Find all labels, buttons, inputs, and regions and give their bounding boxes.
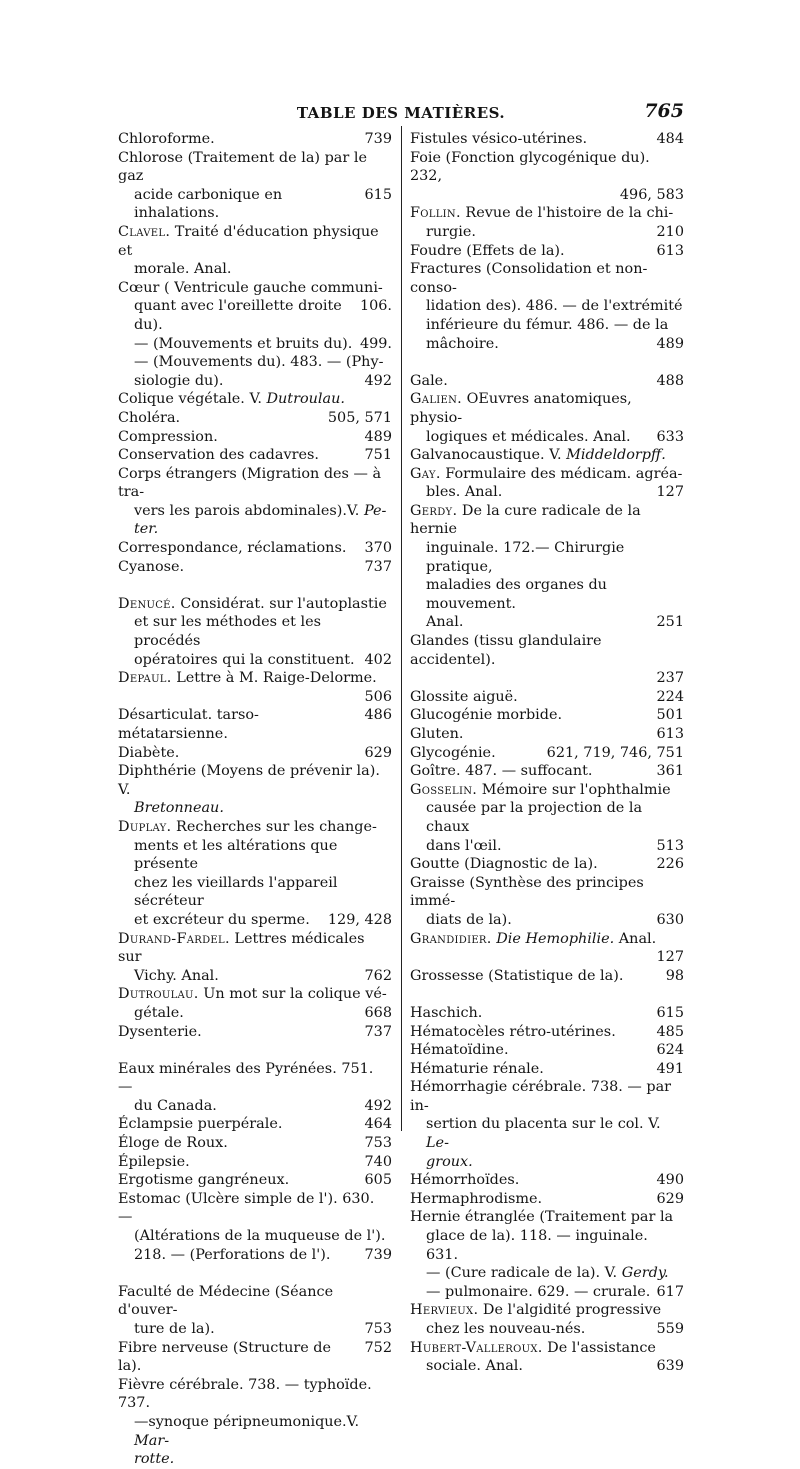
author-name: Gosselin.: [410, 781, 478, 798]
index-entry: Hémorrhagie cérébrale. 738. — par in- sertion du placenta sur le col. V. Le- groux.: [410, 1079, 672, 1170]
index-entry: Graisse (Synthèse des principes immé- diats de la). 630: [410, 874, 684, 928]
index-entry: Gluten. 613: [410, 726, 684, 742]
author-name: Hubert-Valleroux.: [410, 1339, 543, 1356]
index-entry: Denucé. Considérat. sur l'autoplastie et sur les méthodes et les procédés opératoires qui la constituent. 402: [118, 595, 392, 668]
author-name: Denucé.: [118, 595, 176, 612]
page-number: 765: [644, 100, 684, 122]
author-name: Dutroulau.: [118, 986, 199, 1003]
running-header: [118, 100, 684, 126]
index-entry: Hématoïdine. 624: [410, 1042, 684, 1059]
index-entry: Foie (Fonction glycogénique du). 232, 496, 583: [410, 149, 684, 203]
index-entry: Choléra. 505, 571: [118, 409, 392, 426]
index-entry: Hernie étranglée (Traitement par la glace de la). 118. — inguinale. 631. — (Cure radicale de la). V. Gerdy. — pulmonaire. 629. — crurale. 617: [410, 1209, 684, 1300]
author-name: Hervieux.: [410, 1302, 479, 1319]
index-entry: Hématocèles rétro-utérines. 485: [410, 1023, 684, 1040]
index-entry: Estomac (Ulcère simple de l'). 630. — (Altérations de la muqueuse de l'). 218. — (Perforations de l'). 739: [118, 1190, 392, 1263]
index-entry: Galvanocaustique. V. Middeldorpff.: [410, 447, 666, 464]
index-entry: Galien. OEuvres anatomiques, physio- logiques et médicales. Anal. 633: [410, 391, 684, 445]
index-entry: Fièvre cérébrale. 738. — typhoïde. 737. —synoque péripneumonique.V. Mar- rotte.: [118, 1376, 372, 1468]
index-entry: Fistules vésico-utérines. 484: [410, 131, 684, 147]
index-entry: Fractures (Consolidation et non-conso- lidation des). 486. — de l'extrémité inférieure du fémur. 486. — de la mâchoire. 489: [410, 261, 684, 352]
index-entry: Colique végétale. V. Dutroulau.: [118, 391, 345, 408]
index-entry: Durand-Fardel. Lettres médicales sur Vichy. Anal. 762: [118, 930, 392, 984]
index-entry: Faculté de Médecine (Séance d'ouver- ture de la). 753: [118, 1283, 392, 1337]
index-entry: Diabète. 629: [118, 744, 392, 761]
index-entry: Conservation des cadavres. 751: [118, 447, 392, 464]
index-entry: Ergotisme gangréneux. 605: [118, 1172, 392, 1189]
index-entry: Compression. 489: [118, 428, 392, 445]
author-name: Grandidier.: [410, 930, 492, 947]
index-entry: Chloroforme. 739: [118, 131, 392, 147]
index-entry: Eaux minérales des Pyrénées. 751. — du Canada. 492: [118, 1060, 392, 1114]
index-entry: Correspondance, réclamations. 370: [118, 540, 392, 557]
index-entry: Gerdy. De la cure radicale de la hernie inguinale. 172.— Chirurgie pratique, maladies des organes du mouvement. Anal. 251: [410, 502, 684, 631]
author-name: Clavel.: [118, 223, 171, 240]
index-entry: Glycogénie. 621, 719, 746, 751: [410, 744, 684, 761]
index-entry: Épilepsie. 740: [118, 1153, 392, 1170]
column-divider: [401, 126, 402, 1131]
author-name: Gerdy.: [410, 502, 458, 519]
index-entry: Chlorose (Traitement de la) par le gaz acide carbonique en inhalations. 615: [118, 149, 392, 222]
index-entry: Gosselin. Mémoire sur l'ophthalmie causée par la projection de la chaux dans l'œil. 513: [410, 781, 684, 854]
index-entry: Dysenterie. 737: [118, 1023, 392, 1040]
index-entry: Cœur ( Ventricule gauche communi- quant avec l'oreillette droite du). 106. — (Mouvements et bruits du). 499. — (Mouvements du). 483. — (Phy- siologie du). 492: [118, 279, 392, 389]
index-entry: Follin. Revue de l'histoire de la chi- rurgie. 210: [410, 205, 684, 240]
index-entry: Grandidier. Die Hemophilie. Anal. 127: [410, 930, 684, 966]
author-name: Duplay.: [118, 818, 172, 835]
author-name: Durand-Fardel.: [118, 930, 230, 947]
author-name: Galien.: [410, 391, 463, 408]
index-entry: Goître. 487. — suffocant. 361: [410, 763, 684, 780]
index-entry: Goutte (Diagnostic de la). 226: [410, 856, 684, 873]
index-entry: Hémorrhoïdes. 490: [410, 1172, 684, 1189]
index-entry: Depaul. Lettre à M. Raige-Delorme. 506: [118, 670, 392, 705]
index-entry: Hervieux. De l'algidité progressive chez les nouveau-nés. 559: [410, 1302, 684, 1337]
index-entry: Éloge de Roux. 753: [118, 1135, 392, 1152]
page-title: TABLE DES MATIÈRES.: [296, 104, 506, 122]
index-entry: Glucogénie morbide. 501: [410, 707, 684, 724]
index-entry: Diphthérie (Moyens de prévenir la). V. Bretonneau.: [118, 763, 380, 817]
index-entry: Foudre (Effets de la). 613: [410, 242, 684, 259]
index-entry: Cyanose. 737: [118, 558, 392, 575]
index-entry: Duplay. Recherches sur les change- ments et les altérations que présente chez les vieillards l'appareil sécréteur et excréteur du sperme. 129, 428: [118, 818, 392, 928]
index-entry: Hématurie rénale. 491: [410, 1060, 684, 1077]
index-entry: Clavel. Traité d'éducation physique et morale. Anal.: [118, 223, 379, 278]
index-entry: Gay. Formulaire des médicam. agréa- bles. Anal. 127: [410, 465, 684, 501]
index-entry: Corps étrangers (Migration des — à tra- vers les parois abdominales).V. Pe- ter.: [118, 465, 387, 538]
index-entry: Fibre nerveuse (Structure de la). 752: [118, 1339, 392, 1375]
index-entry: Haschich. 615: [410, 1004, 684, 1021]
right-column: [410, 130, 684, 1376]
index-entry: Désarticulat. tarso-métatarsienne. 486: [118, 707, 392, 742]
index-entry: Éclampsie puerpérale. 464: [118, 1116, 392, 1133]
index-entry: Dutroulau. Un mot sur la colique vé- gétale. 668: [118, 986, 392, 1021]
author-name: Gay.: [410, 465, 441, 482]
index-entry: Gale. 488: [410, 372, 684, 389]
left-column: [118, 130, 392, 1469]
index-entry: Hubert-Valleroux. De l'assistance sociale. Anal. 639: [410, 1339, 684, 1375]
index-entry: Glandes (tissu glandulaire accidentel). 237: [410, 633, 684, 687]
index-entry: Grossesse (Statistique de la). 98: [410, 967, 684, 984]
author-name: Depaul.: [118, 670, 172, 687]
index-entry: Glossite aiguë. 224: [410, 688, 684, 705]
index-entry: Hermaphrodisme. 629: [410, 1190, 684, 1207]
author-name: Follin.: [410, 205, 461, 222]
